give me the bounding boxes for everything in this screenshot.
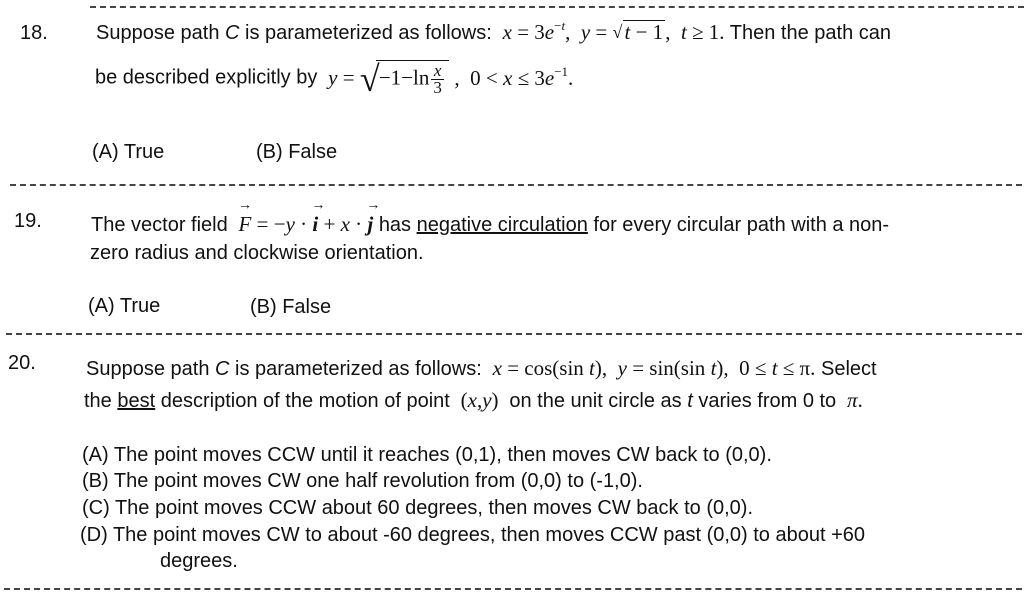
option-d[interactable]: (D) The point moves CW to about -60 degrees, then moves CCW past (0,0) to about +60 xyxy=(80,524,866,546)
point-xy: (x,y) xyxy=(455,388,504,412)
option-c[interactable]: (C) The point moves CCW about 60 degrees, then moves CW back to (0,0). xyxy=(82,497,754,519)
separator-19-20 xyxy=(6,333,1022,335)
question-number: 19. xyxy=(14,210,42,232)
parametric-equations: $x = 3e^{-t}$, y = √ t − 1, t ≥ 1. xyxy=(502,18,725,44)
separator-18-19 xyxy=(10,184,1022,186)
explicit-equation: y = xyxy=(328,65,360,90)
option-a[interactable]: (A) True xyxy=(88,295,161,317)
option-d-continued: degrees. xyxy=(160,550,238,572)
option-a[interactable]: (A) The point moves CCW until it reaches (0,1), then moves CW back to (0,0). xyxy=(82,444,772,466)
option-b[interactable]: (B) The point moves CW one half revolution from (0,0) to (-1,0). xyxy=(82,470,643,492)
question-text-line-2: the best description of the motion of point (x,y) on the unit circle as t varies from 0 to π. xyxy=(84,388,863,412)
separator-top xyxy=(90,6,1024,8)
square-root-expression: √ −1−ln $\frac{x}{3}$ xyxy=(360,60,449,96)
question-number: 18. xyxy=(20,22,48,44)
pi-symbol: π. xyxy=(847,388,863,412)
vector-field-expression: F → = −y · i → + x · j → xyxy=(237,198,381,236)
parametric-equations: x = cos(sin t), y = sin(sin t), 0 ≤ t ≤ π. xyxy=(492,356,816,380)
separator-bottom xyxy=(4,588,1022,590)
question-number: 20. xyxy=(8,352,36,374)
question-text-line-2: be described explicitly by y = √ −1−ln $\frac{x}{3}$ , $0 < x \le 3e^{-1}$. xyxy=(95,59,574,99)
question-text-line-1: Suppose path C is parameterized as follows: $x = 3e^{-t}$, y = √ t − 1, t ≥ 1. Then the path can xyxy=(96,18,891,44)
option-b[interactable]: (B) False xyxy=(250,296,332,318)
question-text-line-1: The vector field F → = −y · i → + x · j → has negative circulation for every circular path with a non- xyxy=(91,198,890,236)
option-a[interactable]: (A) True xyxy=(92,141,165,163)
domain-condition: , $0 < x \le 3e^{-1}$. xyxy=(454,63,574,90)
question-text-line-1: Suppose path C is parameterized as follows: x = cos(sin t), y = sin(sin t), 0 ≤ t ≤ π. Select xyxy=(86,356,877,380)
question-text-line-2: zero radius and clockwise orientation. xyxy=(90,242,424,264)
option-b[interactable]: (B) False xyxy=(256,141,338,163)
